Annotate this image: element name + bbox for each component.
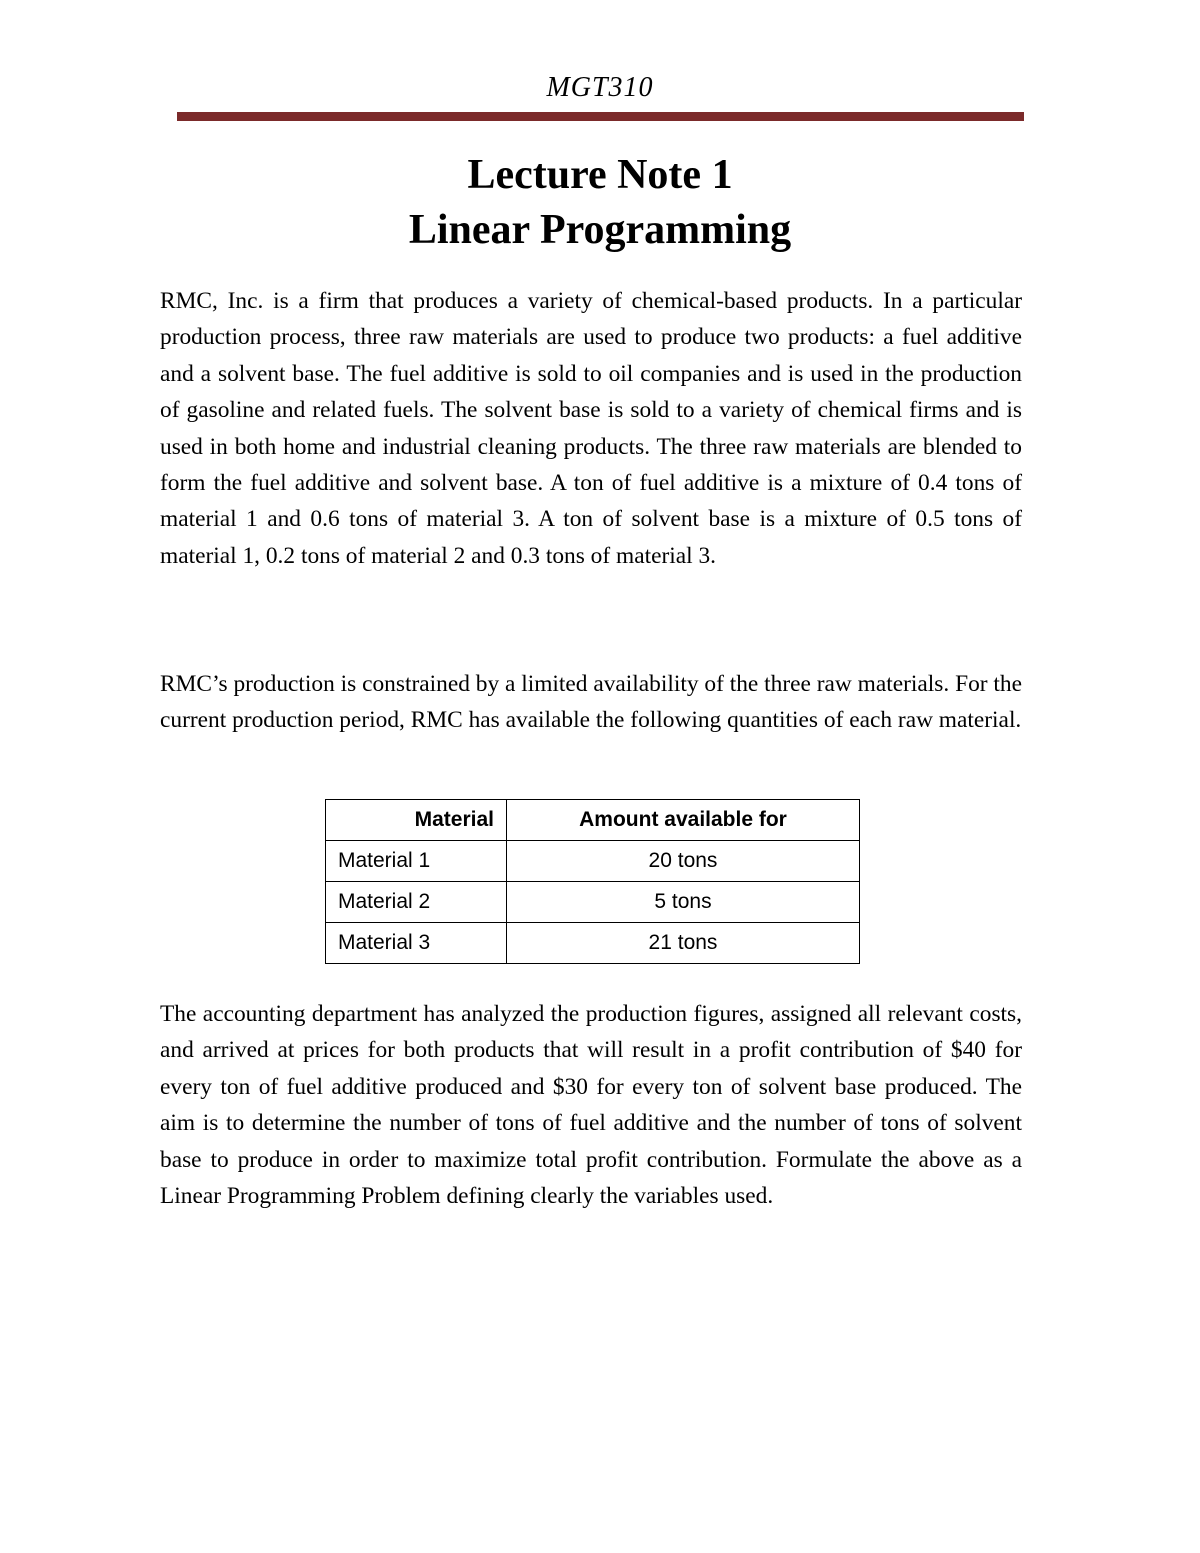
intro-paragraph: RMC, Inc. is a firm that produces a variety of chemical-based products. In a particular production process, three raw materials are used to produce two products: a fuel additive and a solvent base. The fuel additive is sold to oil companies and is used in the production of gasoline and related fuels. The solvent base is sold to a variety of chemical firms and is used in both home and industrial cleaning products. The three raw materials are blended to form the fuel additive and solvent base. A ton of fuel additive is a mixture of 0.4 tons of material 1 and 0.6 tons of material 3. A ton of solvent base is a mixture of 0.5 tons of material 1, 0.2 tons of material 2 and 0.3 tons of material 3. [160,288,1022,569]
column-header-amount: Amount available for [507,800,860,841]
constraint-paragraph: RMC’s production is constrained by a limited availability of the three raw materials. For the current production period, RMC has available the following quantities of each raw material. [160,671,1023,734]
header-divider [177,112,1024,121]
course-code-header: MGT310 [546,72,654,103]
title-line-2: Linear Programming [408,207,792,253]
page-title [0,148,1200,258]
material-name-cell: Material 1 [326,841,507,882]
amount-cell: 5 tons [507,882,860,923]
material-name-cell: Material 3 [326,923,507,964]
amount-cell: 20 tons [507,841,860,882]
materials-table [325,799,860,964]
amount-cell: 21 tons [507,923,860,964]
table-row [326,923,860,964]
accounting-paragraph: The accounting department has analyzed the production figures, assigned all relevant costs, and arrived at prices for both products that will result in a profit contribution of $40 for every ton of fuel additive produced and $30 for every ton of solvent base produced. The aim is to determine the number of tons of fuel additive and the number of tons of solvent base to produce in order to maximize total profit contribution. Formulate the above as a Linear Programming Problem defining clearly the variables used. [160,1001,1022,1210]
table-row [326,841,860,882]
table-row [326,882,860,923]
title-line-1: Lecture Note 1 [467,152,733,198]
column-header-material: Material [326,800,507,841]
table-header-row [326,800,860,841]
material-name-cell: Material 2 [326,882,507,923]
